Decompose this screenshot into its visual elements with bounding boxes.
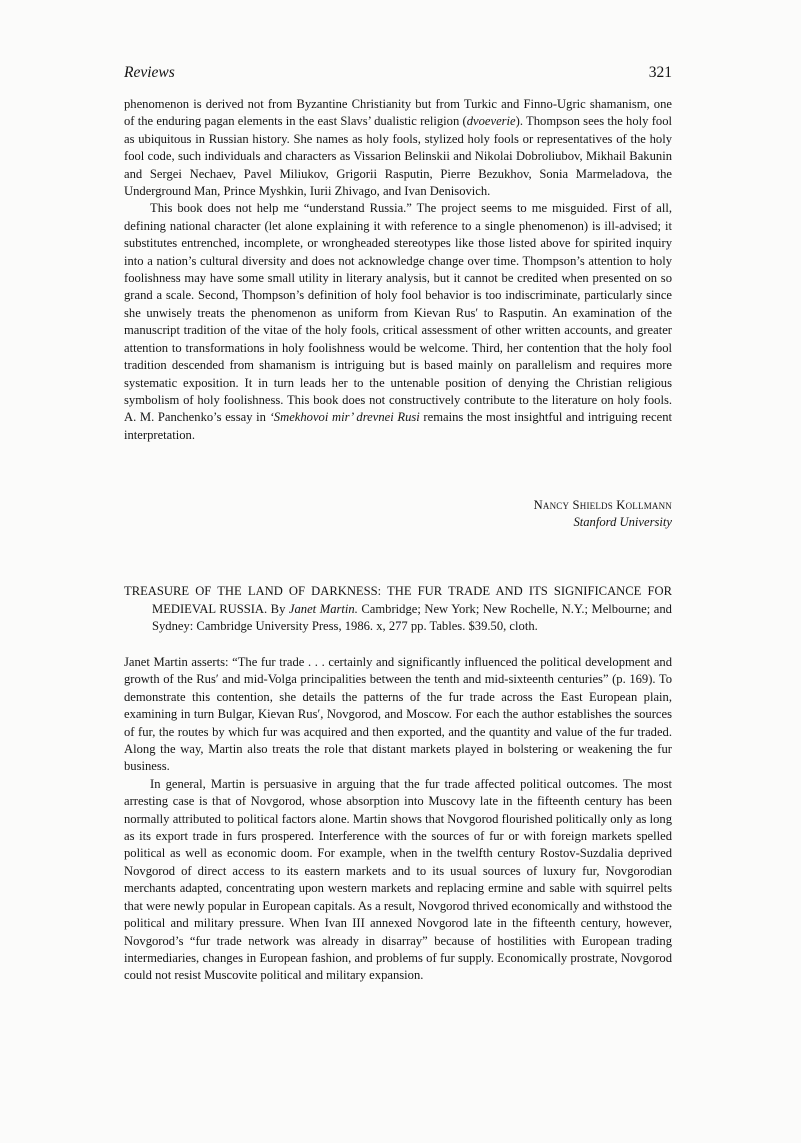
- review-2-body: [124, 654, 672, 985]
- book-author: Janet Martin.: [288, 601, 358, 616]
- book-publication: Cambridge; New York; New Rochelle, N.Y.; Melbourne; and Sydney: Cambridge University Press, 1986. x, 277 pp. Tables. $39.50, cloth.: [152, 601, 672, 634]
- review-1-body: [124, 96, 672, 444]
- reviewer-name: Nancy Shields Kollmann: [533, 498, 672, 512]
- italic-term: dvoeverie: [466, 114, 516, 129]
- running-head: [124, 64, 672, 86]
- page-number: 321: [648, 64, 672, 81]
- reviewer-signature: [124, 497, 672, 532]
- book-citation: TREASURE OF THE LAND OF DARKNESS: THE FUR TRADE AND ITS SIGNIFICANCE FOR MEDIEVAL RUSSIA. By Janet Martin. Cambridge; New York; New Rochelle, N.Y.; Melbourne; and Sydney: Cambridge University Press, 1986. x, 277 pp. Tables. $39.50, cloth.: [124, 584, 672, 634]
- book-title: TREASURE OF THE LAND OF DARKNESS: THE FUR TRADE AND ITS SIGNIFICANCE FOR MEDIEVAL RUSSIA.: [124, 584, 672, 616]
- reviewer-affiliation: Stanford University: [573, 515, 672, 530]
- review-1-paragraph-1: phenomenon is derived not from Byzantine Christianity but from Turkic and Finno-Ugric shamanism, one of the enduring pagan elements in the east Slavs’ dualistic religion (dvoeverie). Thompson sees the holy fool as ubiquitous in Russian history. She names as holy fools, stylized holy fools or representatives of the holy fool code, such individuals and characters as Vissarion Belinskii and Nikolai Dobroliubov, Mikhail Bakunin and Sergei Nechaev, Pavel Miliukov, Grigorii Rasputin, Pierre Bezukhov, Sonia Marmeladova, the Underground Man, Prince Myshkin, Iurii Zhivago, and Ivan Denisovich.: [124, 97, 672, 199]
- review-2-paragraph-1: Janet Martin asserts: “The fur trade . . . certainly and significantly influenced the political development and growth of the Rus′ and mid-Volga principalities between the tenth and mid-sixteenth centuries” (p. 169). To demonstrate this contention, she details the patterns of the fur trade across the East European plain, examining in turn Bulgar, Kievan Rus′, Novgorod, and Moscow. For each the author establishes the sources of fur, the routes by which fur was acquired and then exported, and the quantity and value of the fur traded. Along the way, Martin also treats the role that distant markets played in bolstering or weakening the fur business.: [124, 655, 672, 774]
- section-title: Reviews: [124, 64, 175, 81]
- review-1-paragraph-2: This book does not help me “understand Russia.” The project seems to me misguided. First of all, defining national character (let alone explaining it with reference to a single phenomenon) is ill-advised; it substitutes entrenched, incomplete, or wrongheaded stereotypes like those listed above for spirited inquiry into a nation’s cultural diversity and does not acknowledge change over time. Thompson’s attention to holy foolishness may have some small utility in literary analysis, but it cannot be credited when presented on so grand a scale. Second, Thompson’s definition of holy fool behavior is too indiscriminate, particularly since she unwisely treats the phenomenon as uniform from Kievan Rus′ to Rasputin. An examination of the manuscript tradition of the vitae of the holy fools, critical assessment of other written accounts, and greater attention to transformations in holy foolishness would be welcome. Third, her contention that the holy fool tradition descended from shamanism is intriguing but is based mainly on parallelism and requires more systematic exposition. It in turn leads her to the untenable position of denying the Christian religious symbolism of holy foolishness. This book does not constructively contribute to the literature on holy fools. A. M. Panchenko’s essay in ‘Smekhovoi mir’ drevnei Rusi remains the most insightful and intriguing recent interpretation.: [124, 201, 672, 442]
- review-2-paragraph-2: In general, Martin is persuasive in arguing that the fur trade affected political outcomes. The most arresting case is that of Novgorod, whose absorption into Muscovy late in the fifteenth century has been normally attributed to political factors alone. Martin shows that Novgorod flourished politically only as long as its export trade in furs prospered. Interference with the sources of fur or with foreign markets spelled political as well as economic doom. For example, when in the twelfth century Rostov-Suzdalia deprived Novgorod of direct access to its eastern markets and to its usual sources of luxury fur, Novgorodian merchants adapted, concentrating upon western markets and replacing ermine and sable with squirrel pelts that were newly popular in European capitals. As a result, Novgorod thrived economically and withstood the political and military pressure. When Ivan III annexed Novgorod late in the fifteenth century, however, Novgorod’s “fur trade network was already in disarray” because of hostilities with European trading intermediaries, changes in European fashion, and problems of fur supply. Economically prostrate, Novgorod could not resist Muscovite political and military expansion.: [124, 776, 672, 983]
- italic-book-title: ‘Smekhovoi mir’ drevnei Rusi: [269, 410, 420, 425]
